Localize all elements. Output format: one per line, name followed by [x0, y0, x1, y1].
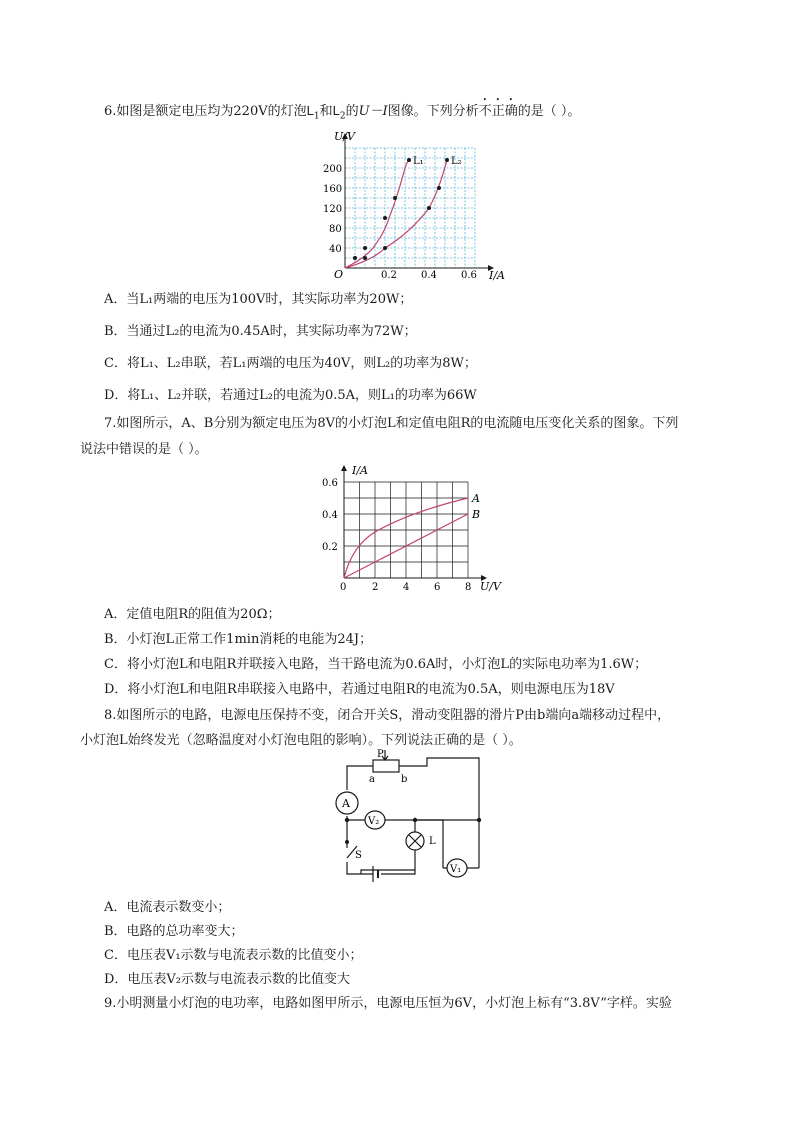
q6-stem-l1: L [306, 103, 314, 118]
q7-curve-a-label: A [472, 492, 480, 505]
q7-option-a: A．定值电阻R的阻值为20Ω； [104, 607, 281, 622]
q6-x-tick: 0.6 [461, 270, 477, 281]
q6-stem-l1-sub: 1 [313, 111, 320, 122]
q8-rheostat [373, 760, 399, 772]
q7-option-d: D．将小灯泡L和电阻R串联接入电路中，若通过电阻R的电流为0.5A，则电源电压为18V [104, 682, 615, 697]
q6-y-label: U/V [334, 130, 355, 143]
q7-option-b: B．小灯泡L正常工作1min消耗的电能为24J； [104, 632, 373, 647]
q6-stem-part-c: 图像。下列分析 [387, 104, 479, 119]
q7-option-c: C．将小灯泡L和电阻R并联接入电路，当干路电流为0.6A时，小灯泡L的实际电功率为1.6W； [104, 657, 648, 672]
q8-option-a: A．电流表示数变小； [104, 900, 231, 915]
q8-wire-top-right [399, 758, 479, 820]
q8-ammeter-label: A [342, 797, 350, 810]
q6-option-c: C．将L₁、L₂串联，若L₁两端的电压为40V，则L₂的功率为8W； [104, 356, 477, 371]
q7-x-label: U/V [480, 580, 501, 593]
q7-origin: 0 [340, 582, 347, 593]
q6-stem-l2-sub: 2 [339, 111, 346, 122]
q6-x-tick: 0.4 [421, 270, 437, 281]
q6-y-tick: 80 [329, 224, 342, 235]
q8-option-b: B．电路的总功率变大； [104, 924, 244, 939]
q8-circuit-diagram [325, 750, 495, 885]
q9-stem-line1: 9.小明测量小灯泡的电功率，电路如图甲所示，电源电压恒为6V，小灯泡上标有“3.8V”字样。实验 [104, 996, 672, 1011]
q6-stem-part-b: 的 [345, 104, 359, 119]
q6-stem-part-d: 的是（ ）。 [517, 104, 581, 119]
q6-stem-l2: L [332, 103, 340, 118]
q6-y-tick: 120 [323, 204, 343, 215]
q7-stem-line1: 7.如图所示，A、B分别为额定电压为8V的小灯泡L和定值电阻R的电流随电压变化关系的图象。下列 [104, 416, 679, 431]
q8-p-label: P [377, 749, 384, 760]
q8-lamp-label: L [429, 836, 436, 847]
q8-option-d: D．电压表V₂示数与电流表示数的比值变大 [104, 972, 351, 987]
q7-x-tick: 2 [372, 582, 379, 593]
q8-a-label: a [369, 774, 375, 785]
q7-x-tick: 4 [403, 582, 410, 593]
q6-y-tick: 40 [329, 244, 342, 255]
q6-stem-ui: U－I [358, 104, 388, 119]
q6-x-label: I/A [489, 269, 505, 282]
q8-stem-line2: 小灯泡L始终发光（忽略温度对小灯泡电阻的影响）。下列说法正确的是（ ）。 [80, 733, 522, 748]
q8-switch-label: S [355, 850, 362, 861]
q8-voltmeter-v2-label: V₂ [368, 816, 380, 827]
q7-iu-graph [320, 462, 510, 597]
q6-curve-l2-label: L₂ [451, 156, 462, 167]
q6-curve-l1-label: L₁ [413, 156, 424, 167]
q7-x-tick: 8 [465, 582, 472, 593]
q7-y-label: I/A [352, 464, 368, 477]
q7-y-tick: 0.2 [322, 542, 338, 553]
q8-stem-line1: 8.如图所示的电路，电源电压保持不变，闭合开关S，滑动变阻器的滑片P由b端向a端移动过程中， [104, 708, 671, 723]
q6-curve-l2 [345, 160, 447, 268]
q6-option-d: D．将L₁、L₂并联，若通过L₂的电流为0.5A，则L₁的功率为66W [104, 388, 477, 403]
q7-y-tick: 0.6 [322, 478, 338, 489]
q8-voltmeter-v1-label: V₁ [450, 864, 462, 875]
q6-stem-and: 和 [319, 104, 333, 119]
q6-y-tick: 200 [323, 164, 343, 175]
q7-stem-line2: 说法中错误的是（ ）。 [80, 442, 208, 457]
q6-stem-emphasis: 不正确 [478, 104, 518, 119]
q7-grid [344, 482, 468, 578]
q7-x-tick: 6 [434, 582, 441, 593]
q6-stem [104, 96, 580, 127]
q6-y-tick: 160 [323, 184, 343, 195]
q8-b-label: b [401, 774, 408, 785]
q6-origin: O [334, 268, 344, 281]
q6-ui-graph [325, 128, 515, 280]
q7-curve-b-label: B [472, 508, 481, 521]
q8-option-c: C．电压表V₁示数与电流表示数的比值变小； [104, 948, 363, 963]
q6-x-tick: 0.2 [381, 270, 397, 281]
q6-option-a: A．当L₁两端的电压为100V时，其实际功率为20W； [104, 292, 413, 307]
q6-stem-part-a: 6.如图是额定电压均为220V的灯泡 [104, 104, 307, 119]
q6-option-b: B．当通过L₂的电流为0.45A时，其实际功率为72W； [104, 324, 417, 339]
q7-y-tick: 0.4 [322, 510, 338, 521]
